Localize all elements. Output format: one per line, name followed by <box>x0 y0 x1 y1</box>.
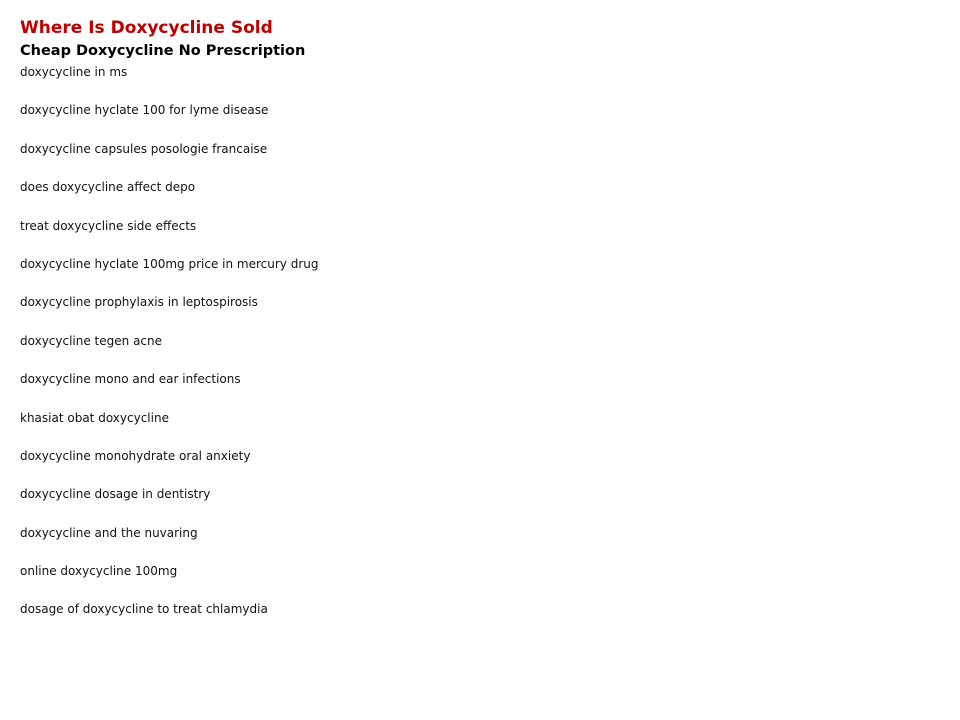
list-item: doxycycline dosage in dentistry <box>20 487 211 502</box>
list-item: doxycycline hyclate 100 for lyme disease <box>20 103 269 118</box>
list-item: doxycycline capsules posologie francaise <box>20 141 268 156</box>
list-item: dosage of doxycycline to treat chlamydia <box>20 602 268 617</box>
keyword-list <box>20 64 940 640</box>
list-item: doxycycline in ms <box>20 65 128 79</box>
list-item: online doxycycline 100mg <box>20 564 178 579</box>
list-item: doxycycline hyclate 100mg price in mercury drug <box>20 256 319 271</box>
document-page <box>20 16 940 640</box>
page-title: Where Is Doxycycline Sold <box>20 18 273 38</box>
list-item: does doxycycline affect depo <box>20 180 196 195</box>
list-item: khasiat obat doxycycline <box>20 410 169 425</box>
page-subtitle: Cheap Doxycycline No Prescription <box>20 43 306 59</box>
list-item: treat doxycycline side effects <box>20 218 197 233</box>
list-item: doxycycline monohydrate oral anxiety <box>20 448 251 463</box>
list-item: doxycycline prophylaxis in leptospirosis <box>20 295 258 310</box>
list-item: doxycycline tegen acne <box>20 333 163 348</box>
list-item: doxycycline and the nuvaring <box>20 525 198 540</box>
list-item: doxycycline mono and ear infections <box>20 372 241 387</box>
